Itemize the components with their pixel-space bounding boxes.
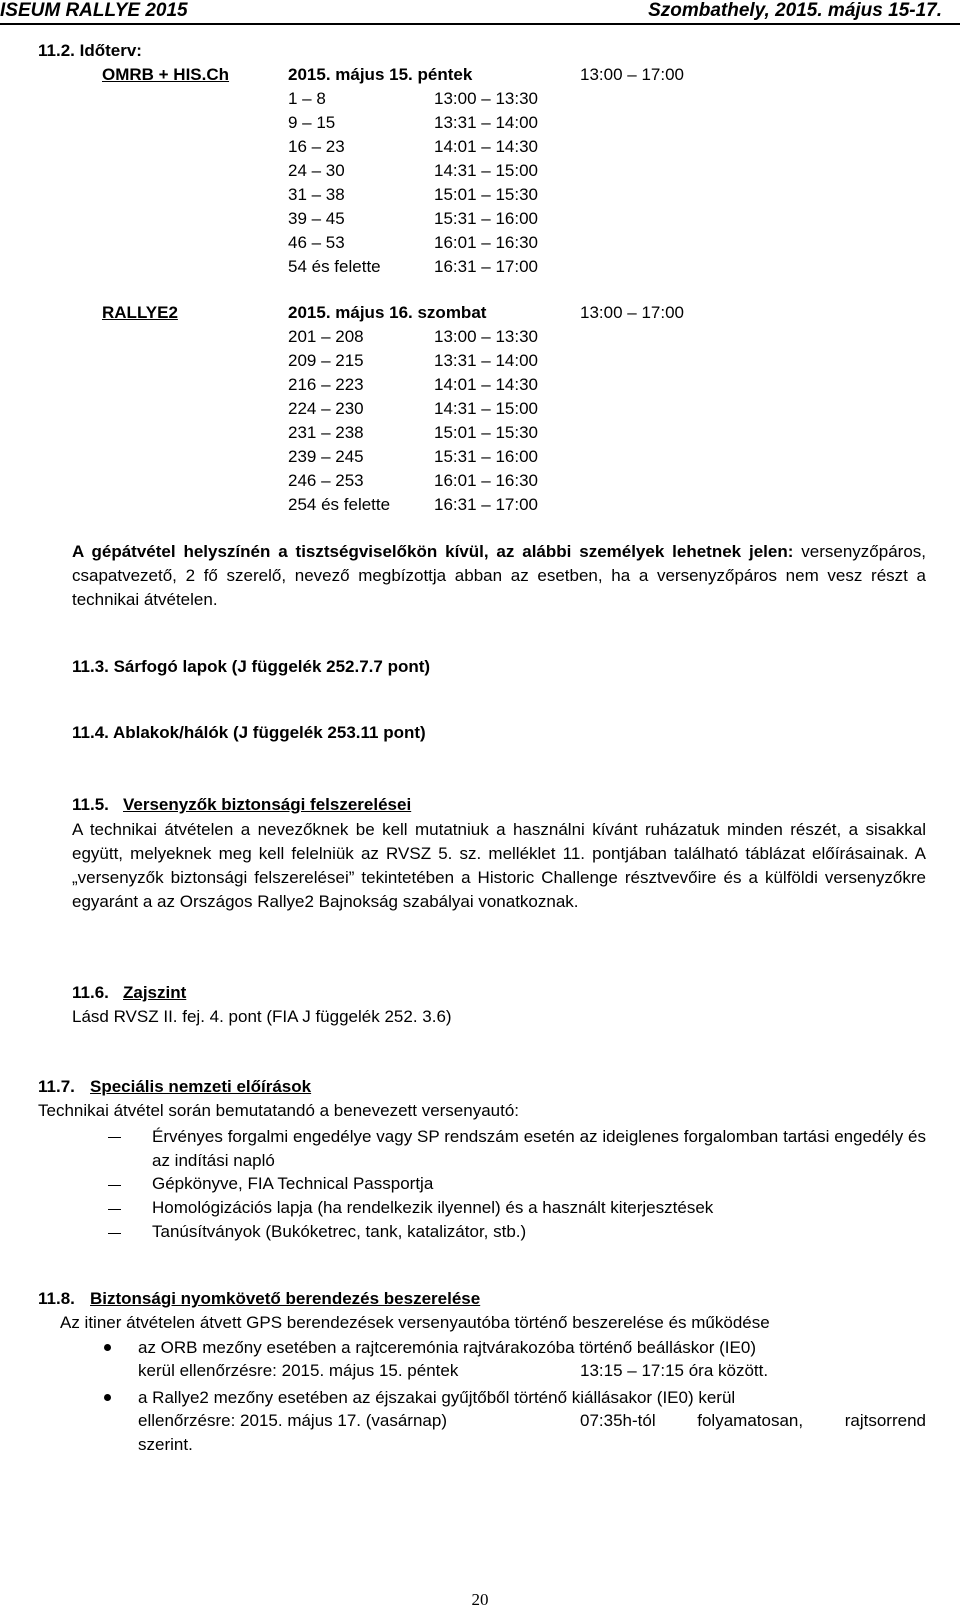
section-11-4-heading: 11.4. Ablakok/hálók (J függelék 253.11 pont) — [72, 723, 426, 742]
bullet-rallye2-line3: szerint. — [138, 1435, 193, 1454]
schedule-row-time: 16:31 – 17:00 — [434, 257, 538, 276]
note-regular-text: versenyzőpáros, csapatvezető, 2 fő szerelő, nevező megbízottja abban az esetben, ha a versenyzőpáros nem vesz részt a technikai átvételen. — [72, 542, 927, 609]
schedule-row-time: 14:01 – 14:30 — [434, 137, 538, 156]
bullet-rallye2-line2-time: 07:35h-tól folyamatosan, rajtsorrend — [580, 1411, 926, 1430]
schedule-row-range: 39 – 45 — [288, 209, 345, 228]
group-rallye2-total-time: 13:00 – 17:00 — [580, 303, 684, 322]
dash-bullet-icon — [108, 1233, 121, 1234]
bullet-rallye2-line2-date: ellenőrzésre: 2015. május 17. (vasárnap) — [138, 1411, 447, 1430]
section-11-5-body: A technikai átvételen a nevezőknek be kell mutatniuk a használni kívánt ruházatuk minden részét, a sisakkal együtt, melyeknek meg kell felelniük az RVSZ 5. sz. melléklet 11. pontjában található táblázat előírásainak. A „versenyzők biztonsági felszerelései” tekintetében a Historic Challenge résztvevőire és a külföldi versenyzőkre egyaránt a az Országos Rallye2 Bajnokság szabályai vonatkoznak. — [72, 820, 926, 911]
header-right-location-date: Szombathely, 2015. május 15-17. — [648, 0, 942, 21]
schedule-row-range: 31 – 38 — [288, 185, 345, 204]
schedule-row-time: 13:31 – 14:00 — [434, 113, 538, 132]
schedule-row-time: 15:31 – 16:00 — [434, 209, 538, 228]
bullet-orb-line2-time: 13:15 – 17:15 óra között. — [580, 1361, 769, 1380]
schedule-row-time: 13:00 – 13:30 — [434, 327, 538, 346]
schedule-row-time: 15:01 – 15:30 — [434, 423, 538, 442]
page-number: 20 — [471, 1590, 489, 1609]
bullet-icon — [104, 1394, 111, 1401]
schedule-row-range: 16 – 23 — [288, 137, 345, 156]
inspection-attendance-note — [72, 540, 926, 612]
dash-bullet-icon — [108, 1137, 121, 1138]
schedule-row-time: 16:31 – 17:00 — [434, 495, 538, 514]
section-11-7-number: 11.7. — [38, 1077, 75, 1096]
schedule-row-time: 15:01 – 15:30 — [434, 185, 538, 204]
section-11-8-title: Biztonsági nyomkövető berendezés beszerelése — [90, 1289, 481, 1308]
section-11-8-number: 11.8. — [38, 1289, 75, 1308]
schedule-row-time: 13:00 – 13:30 — [434, 89, 538, 108]
section-11-2-heading: 11.2. Időterv: — [38, 41, 142, 60]
schedule-row-range: 224 – 230 — [288, 399, 364, 418]
bullet-orb-line1: az ORB mezőny esetében a rajtceremónia rajtvárakozóba történő beálláskor (IE0) — [138, 1338, 756, 1357]
header-divider — [0, 23, 960, 25]
group-rallye2-name: RALLYE2 — [102, 303, 178, 322]
section-11-5-number: 11.5. — [72, 795, 109, 814]
list-item: Homológizációs lapja (ha rendelkezik ilyennel) és a használt kiterjesztések — [152, 1198, 714, 1217]
schedule-row-range: 216 – 223 — [288, 375, 364, 394]
section-11-8-intro: Az itiner átvételen átvett GPS berendezések versenyautóba történő beszerelése és működése — [60, 1313, 770, 1332]
schedule-row-range: 201 – 208 — [288, 327, 364, 346]
schedule-row-time: 13:31 – 14:00 — [434, 351, 538, 370]
schedule-row-range: 54 és felette — [288, 257, 381, 276]
section-11-6-title: Zajszint — [123, 983, 187, 1002]
dash-bullet-icon — [108, 1185, 121, 1186]
schedule-row-time: 16:01 – 16:30 — [434, 471, 538, 490]
schedule-row-time: 15:31 – 16:00 — [434, 447, 538, 466]
bullet-orb-line2-date: kerül ellenőrzésre: 2015. május 15. péntek — [138, 1361, 459, 1380]
section-11-5-title: Versenyzők biztonsági felszerelései — [123, 795, 412, 814]
schedule-row-time: 14:31 – 15:00 — [434, 399, 538, 418]
schedule-row-range: 254 és felette — [288, 495, 391, 514]
schedule-row-range: 209 – 215 — [288, 351, 364, 370]
list-item: Tanúsítványok (Bukóketrec, tank, katalizátor, stb.) — [152, 1222, 527, 1241]
header-left-title: ISEUM RALLYE 2015 — [0, 0, 188, 21]
dash-bullet-icon — [108, 1209, 121, 1210]
schedule-row-time: 14:01 – 14:30 — [434, 375, 538, 394]
bullet-icon — [104, 1344, 111, 1351]
section-11-6-number: 11.6. — [72, 983, 109, 1002]
schedule-row-range: 1 – 8 — [288, 89, 326, 108]
bullet-rallye2-line1: a Rallye2 mezőny esetében az éjszakai gyűjtőből történő kiállásakor (IE0) kerül — [138, 1388, 736, 1407]
group-omrb-name: OMRB + HIS.Ch — [102, 65, 230, 84]
schedule-row-range: 9 – 15 — [288, 113, 336, 132]
group-omrb-day: 2015. május 15. péntek — [288, 65, 473, 84]
schedule-row-range: 231 – 238 — [288, 423, 364, 442]
schedule-row-range: 24 – 30 — [288, 161, 345, 180]
list-item: Gépkönyve, FIA Technical Passportja — [152, 1174, 434, 1193]
schedule-row-range: 246 – 253 — [288, 471, 364, 490]
schedule-row-time: 14:31 – 15:00 — [434, 161, 538, 180]
note-bold-text: A gépátvétel helyszínén a tisztségviselőkön kívül, az alábbi személyek lehetnek jelen: — [72, 542, 794, 561]
group-omrb-total-time: 13:00 – 17:00 — [580, 65, 684, 84]
schedule-row-range: 239 – 245 — [288, 447, 364, 466]
section-11-6-body: Lásd RVSZ II. fej. 4. pont (FIA J függelék 252. 3.6) — [72, 1007, 452, 1026]
schedule-row-time: 16:01 – 16:30 — [434, 233, 538, 252]
section-11-7-intro: Technikai átvétel során bemutatandó a benevezett versenyautó: — [38, 1101, 520, 1120]
section-11-3-heading: 11.3. Sárfogó lapok (J függelék 252.7.7 pont) — [72, 657, 431, 676]
group-rallye2-day: 2015. május 16. szombat — [288, 303, 487, 322]
list-item: Érvényes forgalmi engedélye vagy SP rendszám esetén az ideiglenes forgalomban tartási engedély és az indítási napló — [152, 1127, 926, 1170]
section-11-7-title: Speciális nemzeti előírások — [90, 1077, 312, 1096]
schedule-row-range: 46 – 53 — [288, 233, 345, 252]
